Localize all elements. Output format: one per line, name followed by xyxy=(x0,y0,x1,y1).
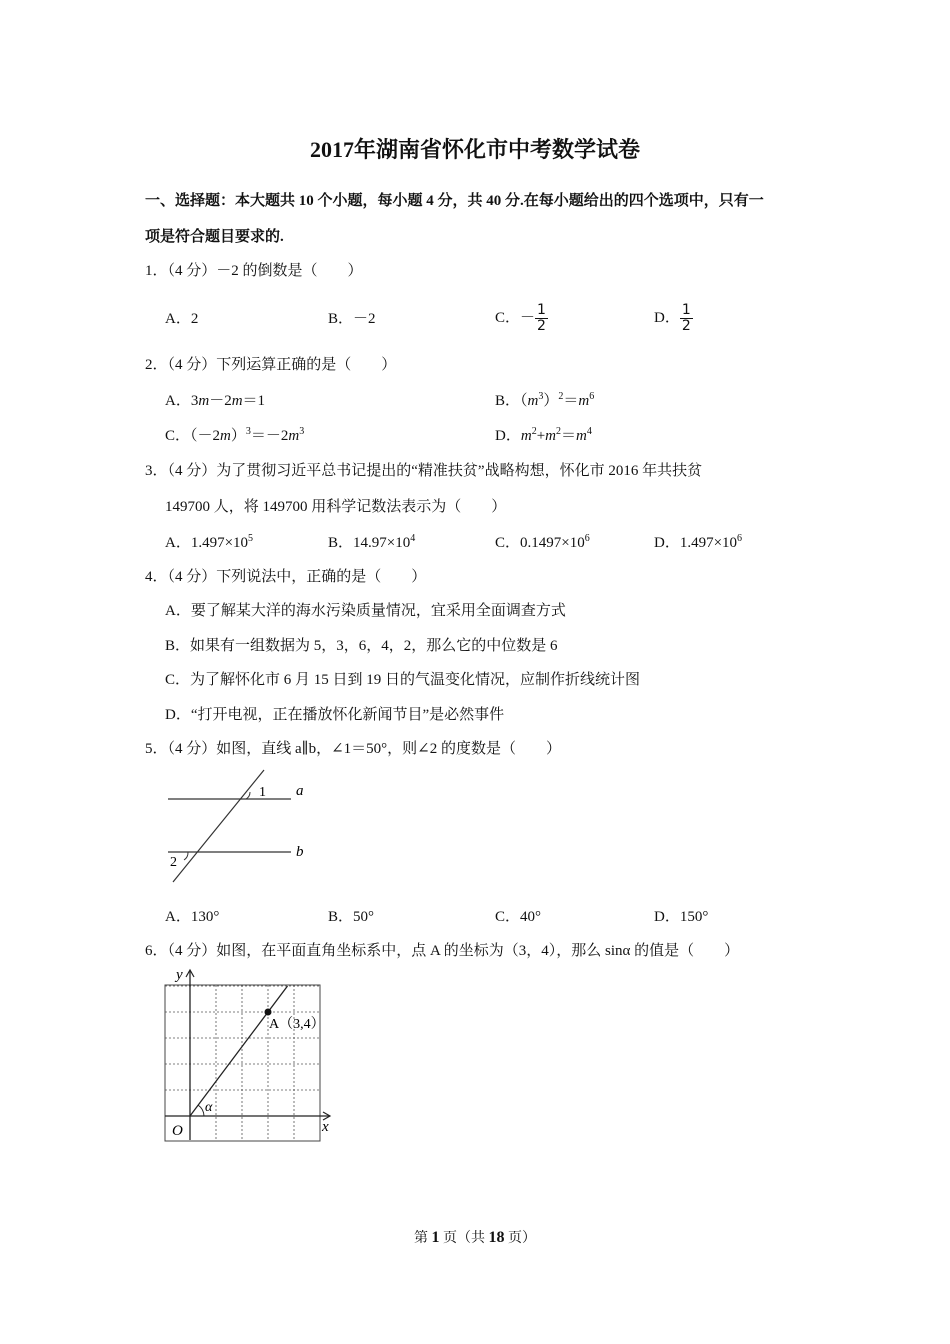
fraction-numerator: 1 xyxy=(681,302,691,319)
q3-option-b-text: B．14.97×10 xyxy=(328,535,411,551)
q2-option-b xyxy=(495,392,594,410)
footer-total-pages: 18 xyxy=(488,1229,505,1246)
q2-option-c-expr: $(-2m)^3=-2m^3$ xyxy=(190,426,305,444)
q2-option-d-label: D． xyxy=(495,428,521,444)
q3-option-d-text: D．1.497×10 xyxy=(654,535,738,551)
transversal-line xyxy=(173,770,264,882)
fraction-denominator: 2 xyxy=(681,318,691,335)
angle-1-arc xyxy=(246,792,250,799)
q3-option-c-exponent: 6 xyxy=(584,533,590,544)
q5-option-c: C．40° xyxy=(495,909,542,925)
section-heading-line2: 项是符合题目要求的. xyxy=(145,229,284,245)
q3-option-a-exponent: 5 xyxy=(248,533,254,544)
q3-stem-line2: 149700 人，将 149700 用科学记数法表示为（ ） xyxy=(165,499,507,515)
footer-middle: 页（共 xyxy=(443,1231,485,1246)
grid-frame xyxy=(165,985,320,1141)
footer-suffix: 页） xyxy=(508,1231,536,1246)
q1-option-c xyxy=(495,300,548,336)
q1-option-d-prefix: D． xyxy=(654,310,680,326)
q2-option-a xyxy=(165,392,265,410)
q2-option-a-expr: 3m－2m＝1 xyxy=(190,393,266,409)
page-footer xyxy=(0,1229,950,1248)
q3-option-a-text: A．1.497×10 xyxy=(165,535,249,551)
q3-option-a xyxy=(165,534,253,552)
q2-stem: 2．（4 分）下列运算正确的是（ ） xyxy=(145,357,397,373)
q2-option-b-expr: $(m^3)^2=m^6$ xyxy=(520,391,595,409)
q5-option-a: A．130° xyxy=(165,909,220,925)
q3-option-d xyxy=(654,534,742,552)
q3-stem-line1: 3．（4 分）为了贯彻习近平总书记提出的“精准扶贫”战略构想，怀化市 2016 年共扶贫 xyxy=(145,463,703,479)
q6-coordinate-grid-figure xyxy=(160,965,340,1145)
fraction-denominator: 2 xyxy=(537,318,546,335)
q1-stem: 1．（4 分）－2 的倒数是（ ） xyxy=(145,263,363,279)
q5-stem: 5．（4 分）如图，直线 a∥b，∠1＝50°，则∠2 的度数是（ ） xyxy=(145,741,561,757)
footer-page-number: 1 xyxy=(431,1229,440,1246)
section-heading-line1: 一、选择题：本大题共 10 个小题，每小题 4 分，共 40 分.在每小题给出的四个选项中，只有一 xyxy=(145,193,764,209)
footer-prefix: 第 xyxy=(414,1231,428,1246)
q3-option-b-exponent: 4 xyxy=(410,533,416,544)
q4-stem: 4．（4 分）下列说法中，正确的是（ ） xyxy=(145,569,427,585)
q1-option-d xyxy=(654,300,693,336)
q3-option-c xyxy=(495,534,590,552)
q3-option-b xyxy=(328,534,415,552)
q2-option-d-expr: $m^2+m^2=m^4$ xyxy=(520,426,592,444)
point-a-label: A（3,4） xyxy=(269,1017,325,1032)
q4-option-a: A．要了解某大洋的海水污染质量情况，宜采用全面调查方式 xyxy=(165,603,566,619)
q2-option-c-label: C． xyxy=(165,428,191,444)
q2-option-a-label: A． xyxy=(165,393,191,409)
q5-option-b: B．50° xyxy=(328,909,375,925)
line-a-label: a xyxy=(296,783,304,799)
origin-label: O xyxy=(172,1123,183,1139)
angle-2-label: 2 xyxy=(170,855,177,870)
q1-option-d-fraction xyxy=(680,303,693,334)
q2-option-c xyxy=(165,427,304,445)
alpha-label: α xyxy=(205,1100,213,1115)
q1-option-c-prefix: C．－ xyxy=(495,310,536,326)
grid-lines xyxy=(165,985,320,1141)
q2-option-d xyxy=(495,427,592,445)
line-b-label: b xyxy=(296,844,304,860)
point-a-marker xyxy=(265,1009,272,1016)
page-title: 2017年湖南省怀化市中考数学试卷 xyxy=(309,137,640,162)
q4-option-c: C．为了解怀化市 6 月 15 日到 19 日的气温变化情况，应制作折线统计图 xyxy=(165,672,641,688)
alpha-arc xyxy=(198,1105,204,1116)
q1-option-b: B．－2 xyxy=(328,311,376,327)
q1-option-c-fraction xyxy=(535,303,548,334)
q2-option-b-label: B． xyxy=(495,393,521,409)
q4-option-b: B．如果有一组数据为 5，3，6，4，2，那么它的中位数是 6 xyxy=(165,638,558,654)
q3-option-c-text: C．0.1497×10 xyxy=(495,535,585,551)
angle-2-arc xyxy=(184,852,188,860)
q3-option-d-exponent: 6 xyxy=(737,533,743,544)
q6-stem: 6．（4 分）如图，在平面直角坐标系中，点 A 的坐标为（3，4），那么 sinα 的值是（ ） xyxy=(145,943,740,959)
q4-option-d: D．“打开电视，正在播放怀化新闻节目”是必然事件 xyxy=(165,707,505,723)
ray-through-a xyxy=(190,986,288,1116)
angle-1-label: 1 xyxy=(259,785,266,800)
x-axis-label: x xyxy=(322,1119,329,1135)
q5-parallel-lines-figure xyxy=(158,765,318,890)
fraction-numerator: 1 xyxy=(537,302,546,319)
q5-option-d: D．150° xyxy=(654,909,709,925)
q1-option-a: A．2 xyxy=(165,311,199,327)
y-axis-label: y xyxy=(176,967,183,983)
